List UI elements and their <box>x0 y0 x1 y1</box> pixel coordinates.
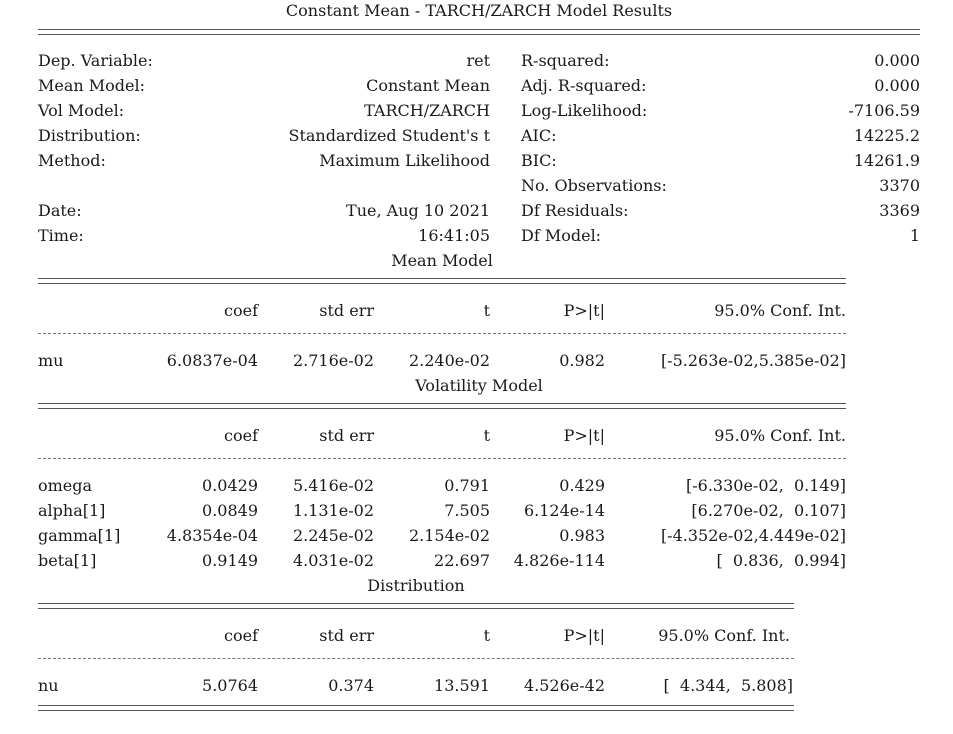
param-stderr: 1.131e-02 <box>292 501 374 520</box>
param-stderr: 4.031e-02 <box>292 551 374 570</box>
col-header-coef: coef <box>224 301 258 320</box>
col-header-coef: coef <box>224 626 258 645</box>
param-t: 0.791 <box>444 476 490 495</box>
summary-left-label: Dep. Variable: <box>38 51 153 70</box>
param-coef: 0.0429 <box>202 476 258 495</box>
col-header-p: P>|t| <box>563 626 605 645</box>
param-conf-int: [ 4.344, 5.808] <box>663 676 793 695</box>
param-coef: 4.8354e-04 <box>166 526 258 545</box>
summary-left-label: Distribution: <box>38 126 141 145</box>
summary-right-value: 14261.9 <box>853 151 920 170</box>
summary-right-value: 14225.2 <box>853 126 920 145</box>
param-t: 2.154e-02 <box>408 526 490 545</box>
param-conf-int: [-4.352e-02,4.449e-02] <box>660 526 846 545</box>
param-name: beta[1] <box>38 551 97 570</box>
summary-left-value: Maximum Likelihood <box>319 151 490 170</box>
summary-left-value: 16:41:05 <box>418 226 490 245</box>
param-conf-int: [6.270e-02, 0.107] <box>691 501 846 520</box>
mean-model-double-rule <box>38 278 846 284</box>
param-t: 22.697 <box>434 551 490 570</box>
report-title: Constant Mean - TARCH/ZARCH Model Results <box>285 1 673 20</box>
summary-left-label: Mean Model: <box>38 76 146 95</box>
param-pvalue: 0.429 <box>559 476 605 495</box>
param-conf-int: [-6.330e-02, 0.149] <box>686 476 846 495</box>
param-conf-int: [ 0.836, 0.994] <box>716 551 846 570</box>
param-t: 2.240e-02 <box>408 351 490 370</box>
param-pvalue: 4.826e-114 <box>513 551 605 570</box>
col-header-ci: 95.0% Conf. Int. <box>714 301 846 320</box>
param-pvalue: 4.526e-42 <box>523 676 605 695</box>
summary-right-label: No. Observations: <box>521 176 667 195</box>
summary-right-label: Df Residuals: <box>521 201 629 220</box>
summary-left-label: Vol Model: <box>38 101 125 120</box>
col-header-p: P>|t| <box>563 426 605 445</box>
summary-right-label: R-squared: <box>521 51 610 70</box>
dist-header-rule <box>38 658 794 659</box>
summary-right-label: BIC: <box>521 151 557 170</box>
summary-left-label: Date: <box>38 201 82 220</box>
param-pvalue: 0.982 <box>559 351 605 370</box>
param-coef: 6.0837e-04 <box>166 351 258 370</box>
param-stderr: 2.245e-02 <box>292 526 374 545</box>
param-stderr: 0.374 <box>328 676 374 695</box>
col-header-stderr: std err <box>319 626 374 645</box>
mean-model-header-rule <box>38 333 846 334</box>
col-header-p: P>|t| <box>563 301 605 320</box>
summary-left-value: TARCH/ZARCH <box>364 101 490 120</box>
param-name: omega <box>38 476 93 495</box>
summary-right-value: 0.000 <box>874 76 920 95</box>
col-header-t: t <box>483 301 490 320</box>
summary-left-value: ret <box>466 51 490 70</box>
summary-right-value: 3370 <box>879 176 920 195</box>
param-pvalue: 6.124e-14 <box>523 501 605 520</box>
param-stderr: 2.716e-02 <box>292 351 374 370</box>
param-coef: 0.9149 <box>202 551 258 570</box>
summary-right-value: 1 <box>909 226 920 245</box>
summary-right-label: Df Model: <box>521 226 602 245</box>
summary-left-value: Standardized Student's t <box>288 126 490 145</box>
vol-model-header-rule <box>38 458 846 459</box>
summary-left-value: Tue, Aug 10 2021 <box>346 201 490 220</box>
col-header-t: t <box>483 626 490 645</box>
param-conf-int: [-5.263e-02,5.385e-02] <box>660 351 846 370</box>
param-name: nu <box>38 676 59 695</box>
summary-right-value: 3369 <box>879 201 920 220</box>
param-name: gamma[1] <box>38 526 121 545</box>
param-coef: 0.0849 <box>202 501 258 520</box>
mean-model-title: Mean Model <box>391 251 493 270</box>
summary-right-value: 0.000 <box>874 51 920 70</box>
summary-left-value: Constant Mean <box>366 76 490 95</box>
summary-right-label: Log-Likelihood: <box>521 101 648 120</box>
vol-model-title: Volatility Model <box>415 376 543 395</box>
param-coef: 5.0764 <box>202 676 258 695</box>
param-t: 7.505 <box>444 501 490 520</box>
dist-double-rule <box>38 603 794 609</box>
col-header-coef: coef <box>224 426 258 445</box>
summary-left-label: Time: <box>38 226 84 245</box>
vol-model-double-rule <box>38 403 846 409</box>
col-header-ci: 95.0% Conf. Int. <box>658 626 790 645</box>
param-stderr: 5.416e-02 <box>292 476 374 495</box>
col-header-stderr: std err <box>319 301 374 320</box>
param-name: alpha[1] <box>38 501 106 520</box>
summary-left-label: Method: <box>38 151 106 170</box>
summary-right-label: Adj. R-squared: <box>521 76 647 95</box>
summary-right-value: -7106.59 <box>848 101 920 120</box>
summary-right-label: AIC: <box>521 126 557 145</box>
param-t: 13.591 <box>434 676 490 695</box>
param-pvalue: 0.983 <box>559 526 605 545</box>
col-header-t: t <box>483 426 490 445</box>
param-name: mu <box>38 351 64 370</box>
top-double-rule <box>38 29 920 35</box>
dist-title: Distribution <box>367 576 465 595</box>
col-header-stderr: std err <box>319 426 374 445</box>
col-header-ci: 95.0% Conf. Int. <box>714 426 846 445</box>
bottom-double-rule <box>38 705 794 711</box>
